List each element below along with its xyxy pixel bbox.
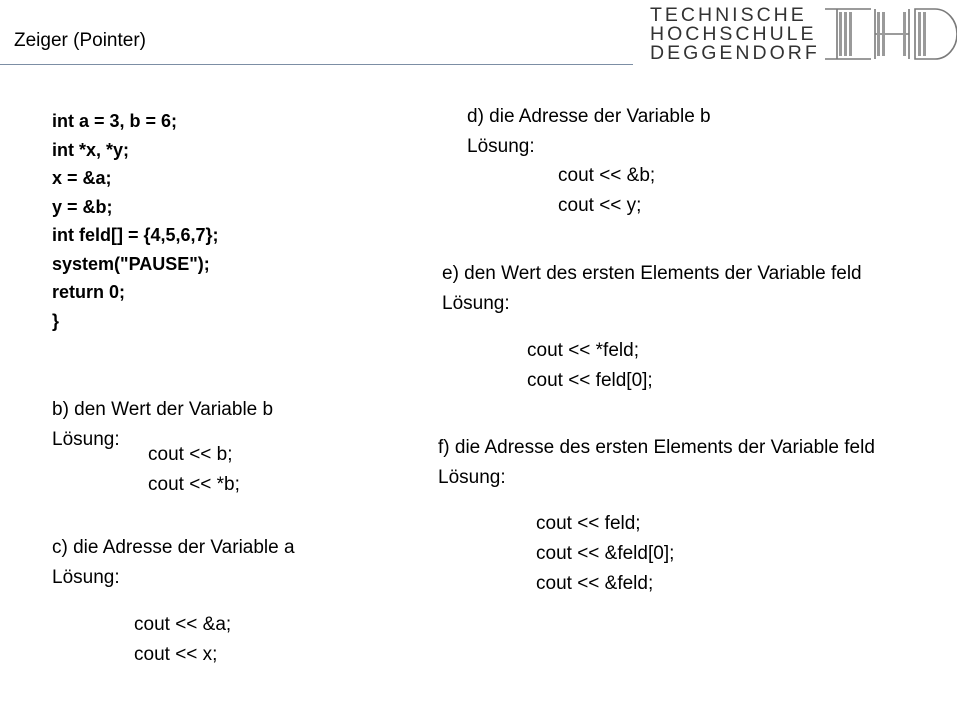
task-c-answers [134, 610, 231, 670]
answer-line: cout << *feld; [527, 340, 639, 361]
thd-logo-mark-icon [823, 6, 957, 62]
code-listing [52, 107, 219, 335]
logo-line-1: TECHNISCHE [650, 4, 807, 26]
task-b-answers [148, 440, 240, 500]
task-f-answers [536, 509, 674, 599]
task-e-answers [527, 336, 653, 396]
task-c-text: c) die Adresse der Variable a [52, 537, 295, 558]
answer-line: cout << &b; [558, 165, 656, 186]
answer-line: cout << &a; [134, 614, 232, 635]
code-line: x = &a; [52, 168, 112, 188]
task-d-text: d) die Adresse der Variable b [467, 106, 711, 127]
task-b-text: b) den Wert der Variable b [52, 399, 274, 420]
code-line: int a = 3, b = 6; [52, 111, 178, 131]
task-f-text: f) die Adresse des ersten Elements der Variable feld [438, 437, 875, 458]
answer-line: cout << x; [134, 644, 218, 665]
logo-line-3: DEGGENDORF [650, 42, 820, 64]
university-logo [633, 2, 960, 66]
logo-line-2: HOCHSCHULE [650, 23, 817, 45]
task-e-question [442, 259, 862, 319]
answer-line: cout << feld; [536, 513, 641, 534]
code-line: system("PAUSE"); [52, 253, 210, 274]
task-b-solution-label: Lösung: [52, 429, 120, 450]
answer-line: cout << *b; [148, 474, 240, 495]
answer-line: cout << &feld[0]; [536, 543, 675, 564]
code-line: int *x, *y; [52, 139, 130, 160]
task-d-solution-label: Lösung: [467, 136, 535, 157]
logo-wordmark [650, 6, 820, 63]
answer-line: cout << feld[0]; [527, 370, 653, 391]
task-e-text: e) den Wert des ersten Elements der Variable feld [442, 263, 862, 284]
code-line: } [52, 310, 60, 331]
task-d-answers [558, 161, 655, 221]
task-c-question [52, 533, 295, 593]
code-line: return 0; [52, 282, 126, 302]
task-f-question [438, 433, 875, 493]
task-e-solution-label: Lösung: [442, 293, 510, 314]
code-line: y = &b; [52, 196, 113, 217]
task-f-solution-label: Lösung: [438, 467, 506, 488]
answer-line: cout << b; [148, 444, 233, 465]
slide-title: Zeiger (Pointer) [14, 30, 146, 51]
task-c-solution-label: Lösung: [52, 567, 120, 588]
answer-line: cout << y; [558, 195, 642, 216]
answer-line: cout << &feld; [536, 573, 654, 594]
task-d-question [467, 102, 711, 162]
code-line: int feld[] = {4,5,6,7}; [52, 225, 219, 245]
